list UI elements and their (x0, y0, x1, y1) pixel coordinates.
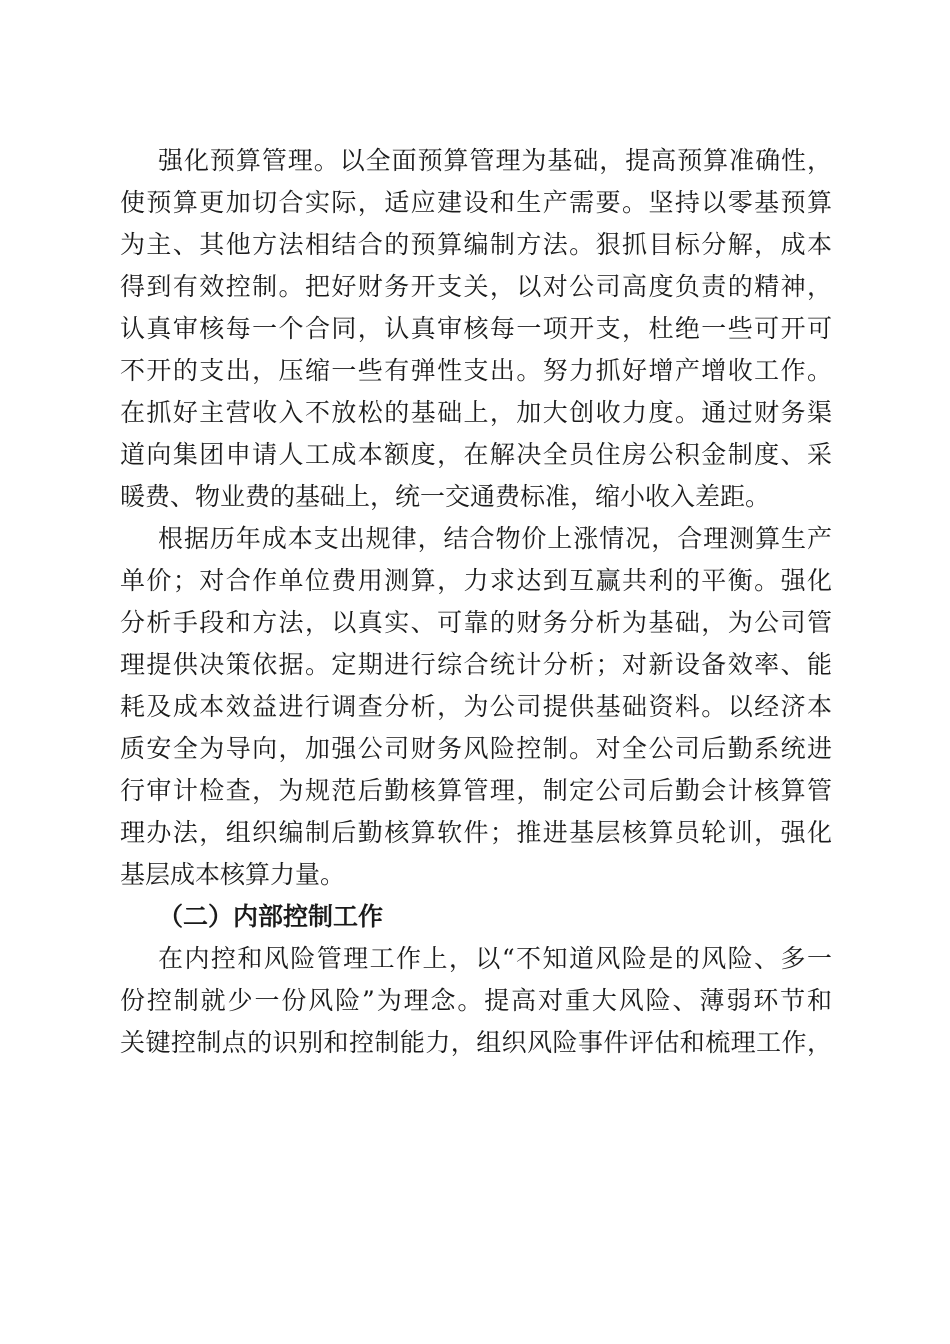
paragraph-budget-management (120, 140, 832, 518)
paragraph-line: 质安全为导向，加强公司财务风险控制。对全公司后勤系统进 (120, 734, 832, 763)
paragraph-line: 关键控制点的识别和控制能力，组织风险事件评估和梳理工作， (120, 1028, 832, 1057)
paragraph-line: 使预算更加切合实际，适应建设和生产需要。坚持以零基预算 (120, 188, 832, 217)
paragraph-line: 不开的支出，压缩一些有弹性支出。努力抓好增产增收工作。 (120, 356, 832, 385)
paragraph-line: 为主、其他方法相结合的预算编制方法。狠抓目标分解，成本 (120, 230, 832, 259)
paragraph-line: 强化预算管理。以全面预算管理为基础，提高预算准确性， (158, 146, 832, 175)
paragraph-internal-control (120, 938, 832, 1064)
paragraph-line: 单价；对合作单位费用测算，力求达到互赢共利的平衡。强化 (120, 566, 832, 595)
paragraph-line: 理提供决策依据。定期进行综合统计分析；对新设备效率、能 (120, 650, 832, 679)
paragraph-line: 耗及成本效益进行调查分析，为公司提供基础资料。以经济本 (120, 692, 832, 721)
paragraph-line: 在内控和风险管理工作上，以“不知道风险是的风险、多一 (158, 944, 832, 973)
paragraph-line: 暖费、物业费的基础上，统一交通费标准，缩小收入差距。 (120, 482, 771, 511)
paragraph-line: 分析手段和方法，以真实、可靠的财务分析为基础，为公司管 (120, 608, 832, 637)
document-body (120, 140, 832, 1064)
paragraph-line: 基层成本核算力量。 (120, 860, 346, 889)
paragraph-line: 道向集团申请人工成本额度，在解决全员住房公积金制度、采 (120, 440, 832, 469)
section-heading: （二）内部控制工作 (158, 902, 384, 931)
paragraph-line: 行审计检查，为规范后勤核算管理，制定公司后勤会计核算管 (120, 776, 832, 805)
paragraph-line: 在抓好主营收入不放松的基础上，加大创收力度。通过财务渠 (120, 398, 832, 427)
paragraph-line: 理办法，组织编制后勤核算软件；推进基层核算员轮训，强化 (120, 818, 832, 847)
paragraph-cost-analysis (120, 518, 832, 896)
paragraph-line: 份控制就少一份风险”为理念。提高对重大风险、薄弱环节和 (120, 986, 832, 1015)
paragraph-line: 认真审核每一个合同，认真审核每一项开支，杜绝一些可开可 (120, 314, 832, 343)
paragraph-line: 根据历年成本支出规律，结合物价上涨情况，合理测算生产 (158, 524, 832, 553)
paragraph-line: 得到有效控制。把好财务开支关，以对公司高度负责的精神， (120, 272, 832, 301)
